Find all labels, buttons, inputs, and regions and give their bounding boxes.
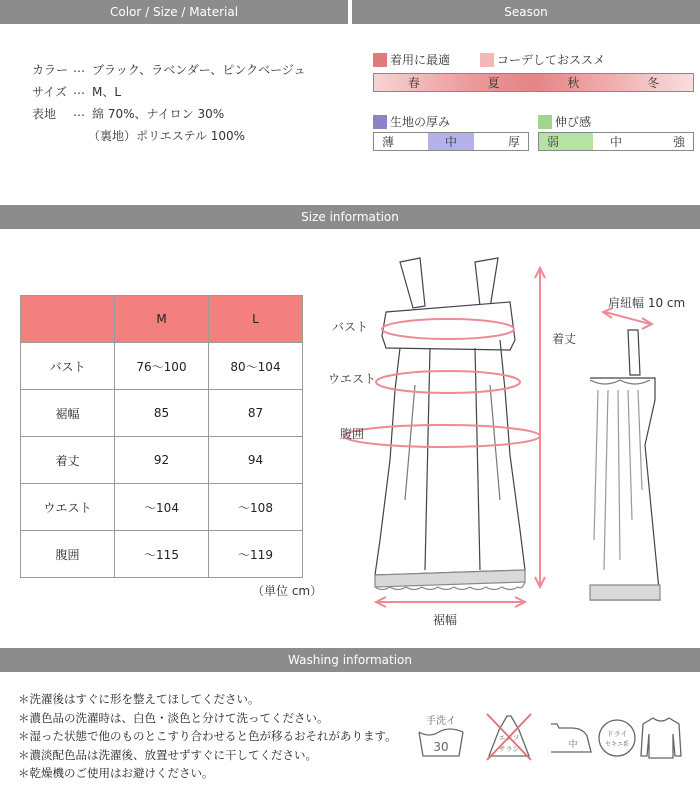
season-summer: 夏	[487, 76, 500, 90]
list-item: ＊濃淡配色品は洗濯後、放置せずすぐに干してください。	[18, 747, 317, 762]
cell-waist-l: 〜108	[209, 484, 303, 531]
color-value: ブラック、ラベンダー、ピンクベージュ	[92, 63, 306, 77]
color-size-material-header: Color / Size / Material	[0, 0, 348, 24]
no-bleach-label: エンソ	[498, 734, 520, 742]
iron-label: 中	[568, 740, 578, 750]
care-icons	[415, 710, 685, 770]
handwash-temp: 30	[433, 740, 449, 754]
dry-label: ドライ	[606, 730, 628, 738]
cell-length-l: 94	[209, 437, 303, 484]
list-item: ＊洗濯後はすぐに形を整えてほしてください。	[18, 692, 260, 706]
cell-length-m: 92	[115, 437, 209, 484]
cell-abdomen-m: 〜115	[115, 531, 209, 578]
hem-label: 裾幅	[433, 613, 458, 627]
season-autumn: 秋	[567, 76, 580, 90]
abdomen-label: 腹囲	[340, 427, 365, 441]
strap-label: 肩紐幅 10 cm	[608, 296, 686, 310]
size-table-col-m: M	[115, 296, 209, 343]
size-label: サイズ	[32, 85, 68, 99]
stretch-swatch	[538, 115, 552, 129]
cell-hem-m: 85	[115, 390, 209, 437]
legend-recommend-swatch	[480, 53, 494, 67]
abdomen-measure	[344, 425, 540, 447]
cell-hem-l: 87	[209, 390, 303, 437]
legend-best	[373, 51, 450, 68]
row-label-bust: バスト	[21, 343, 115, 390]
table-row	[21, 390, 303, 437]
stretch-title: 伸び感	[555, 115, 592, 129]
stretch-scale	[538, 132, 694, 151]
stretch-medium: 中	[609, 135, 622, 149]
length-label: 着丈	[552, 332, 577, 346]
row-label-length: 着丈	[21, 437, 115, 484]
list-item: ＊濃色品の洗濯時は、白色・淡色と分けて洗ってください。	[18, 710, 329, 725]
thickness-title: 生地の厚み	[390, 115, 451, 129]
hand-wash-icon	[419, 714, 463, 756]
thickness-scale	[373, 132, 529, 151]
waist-label: ウエスト	[328, 372, 377, 386]
fabric-value: 綿 70%、ナイロン 30%	[92, 107, 225, 121]
thickness-medium: 中	[428, 133, 474, 150]
dry-sub: セキユ系	[604, 741, 630, 748]
cell-waist-m: 〜104	[115, 484, 209, 531]
stretch-legend	[538, 113, 591, 130]
stretch-weak: 弱	[539, 133, 593, 150]
cell-bust-m: 76〜100	[115, 343, 209, 390]
fabric-label: 表地	[32, 107, 57, 121]
size-table-corner	[21, 296, 115, 343]
washing-information-header: Washing information	[0, 648, 700, 672]
no-bleach-icon	[487, 714, 531, 760]
table-row	[21, 484, 303, 531]
thickness-thin: 薄	[382, 135, 395, 149]
dry-clean-icon	[599, 720, 635, 756]
size-table-header-row	[21, 296, 303, 343]
color-sep: …	[73, 61, 85, 75]
legend-best-label: 着用に最適	[390, 53, 451, 67]
right-strap	[475, 258, 498, 308]
thickness-thick: 厚	[507, 135, 520, 149]
bust-label: バスト	[332, 320, 369, 334]
iron-icon	[551, 724, 591, 752]
size-table	[20, 295, 303, 578]
size-value: M、L	[92, 85, 122, 99]
handwash-label: 手洗イ	[426, 716, 456, 727]
color-label: カラー	[32, 63, 69, 77]
thickness-legend	[373, 113, 450, 130]
table-row	[21, 437, 303, 484]
cell-abdomen-l: 〜119	[209, 531, 303, 578]
row-label-waist: ウエスト	[21, 484, 115, 531]
lining-value: （裏地）ポリエステル 100%	[88, 129, 246, 143]
stretch-strong: 強	[672, 135, 685, 149]
washing-notes	[18, 690, 397, 783]
left-strap	[400, 258, 425, 308]
legend-recommend-label: コーデしておススメ	[497, 53, 606, 67]
legend-best-swatch	[373, 53, 387, 67]
table-row	[21, 531, 303, 578]
row-label-abdomen: 腹囲	[21, 531, 115, 578]
season-spring: 春	[407, 76, 420, 90]
no-bleach-sub: サラシ	[498, 745, 520, 753]
season-winter: 冬	[647, 76, 660, 90]
season-header: Season	[352, 0, 700, 24]
flat-dry-shirt-icon	[641, 718, 681, 758]
row-label-hem: 裾幅	[21, 390, 115, 437]
season-scale	[373, 73, 694, 92]
unit-note: （単位 cm）	[252, 584, 323, 598]
legend-recommend	[480, 51, 605, 68]
size-table-col-l: L	[209, 296, 303, 343]
size-sep: …	[73, 83, 85, 97]
cell-bust-l: 80〜104	[209, 343, 303, 390]
list-item: ＊乾燥機のご使用はお避けください。	[18, 766, 214, 780]
list-item: ＊湿った状態で他のものとこすり合わせると色が移るおそれがあります。	[18, 729, 397, 743]
waist-measure	[376, 371, 520, 393]
table-row	[21, 343, 303, 390]
fabric-sep: …	[73, 105, 85, 119]
thickness-swatch	[373, 115, 387, 129]
bodice-band	[382, 302, 515, 350]
size-information-header: Size information	[0, 205, 700, 229]
